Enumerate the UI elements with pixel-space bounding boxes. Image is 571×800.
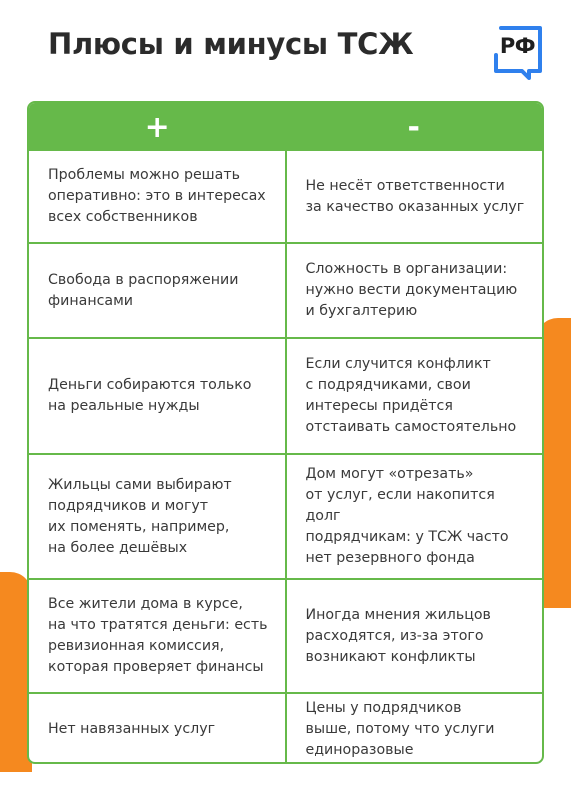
rf-logo xyxy=(493,26,543,80)
table-row xyxy=(29,337,542,453)
minus-header: - xyxy=(407,109,420,145)
pro-cell: Нет навязанных услуг xyxy=(48,720,216,737)
pros-cons-table xyxy=(27,101,544,764)
table-row xyxy=(29,578,542,692)
con-cell: Иногда мнения жильцов расходятся, из-за этого возникают конфликты xyxy=(285,580,543,692)
table-row xyxy=(29,453,542,578)
table-row xyxy=(29,151,542,242)
con-cell: Цены у подрядчиков выше, потому что услуги единоразовые xyxy=(285,694,543,764)
table-row xyxy=(29,692,542,764)
con-cell: Если случится конфликт с подрядчиками, свои интересы придётся отстаивать самостоятельно xyxy=(285,339,543,453)
con-cell: Сложность в организации: нужно вести документацию и бухгалтерию xyxy=(285,244,543,337)
table-header xyxy=(29,103,542,151)
plus-header: + xyxy=(144,109,170,145)
table-row xyxy=(29,242,542,337)
pro-cell: Все жители дома в курсе, на что тратятся деньги: есть ревизионная комиссия, которая проверяет финансы xyxy=(48,596,268,675)
page-title: Плюсы и минусы ТСЖ xyxy=(48,27,414,61)
pro-cell: Жильцы сами выбирают подрядчиков и могут их поменять, например, на более дешёвых xyxy=(48,476,232,556)
logo-text: РФ xyxy=(499,34,536,58)
con-cell: Дом могут «отрезать» от услуг, если накопится долг подрядчикам: у ТСЖ часто нет резервного фонда xyxy=(285,455,543,578)
con-cell: Не несёт ответственности за качество оказанных услуг xyxy=(285,151,543,242)
table-body xyxy=(29,151,542,764)
pro-cell: Проблемы можно решать оперативно: это в интересах всех собственников xyxy=(48,167,266,225)
pro-cell: Деньги собираются только на реальные нужды xyxy=(48,377,252,414)
pro-cell: Свобода в распоряжении финансами xyxy=(48,271,239,309)
